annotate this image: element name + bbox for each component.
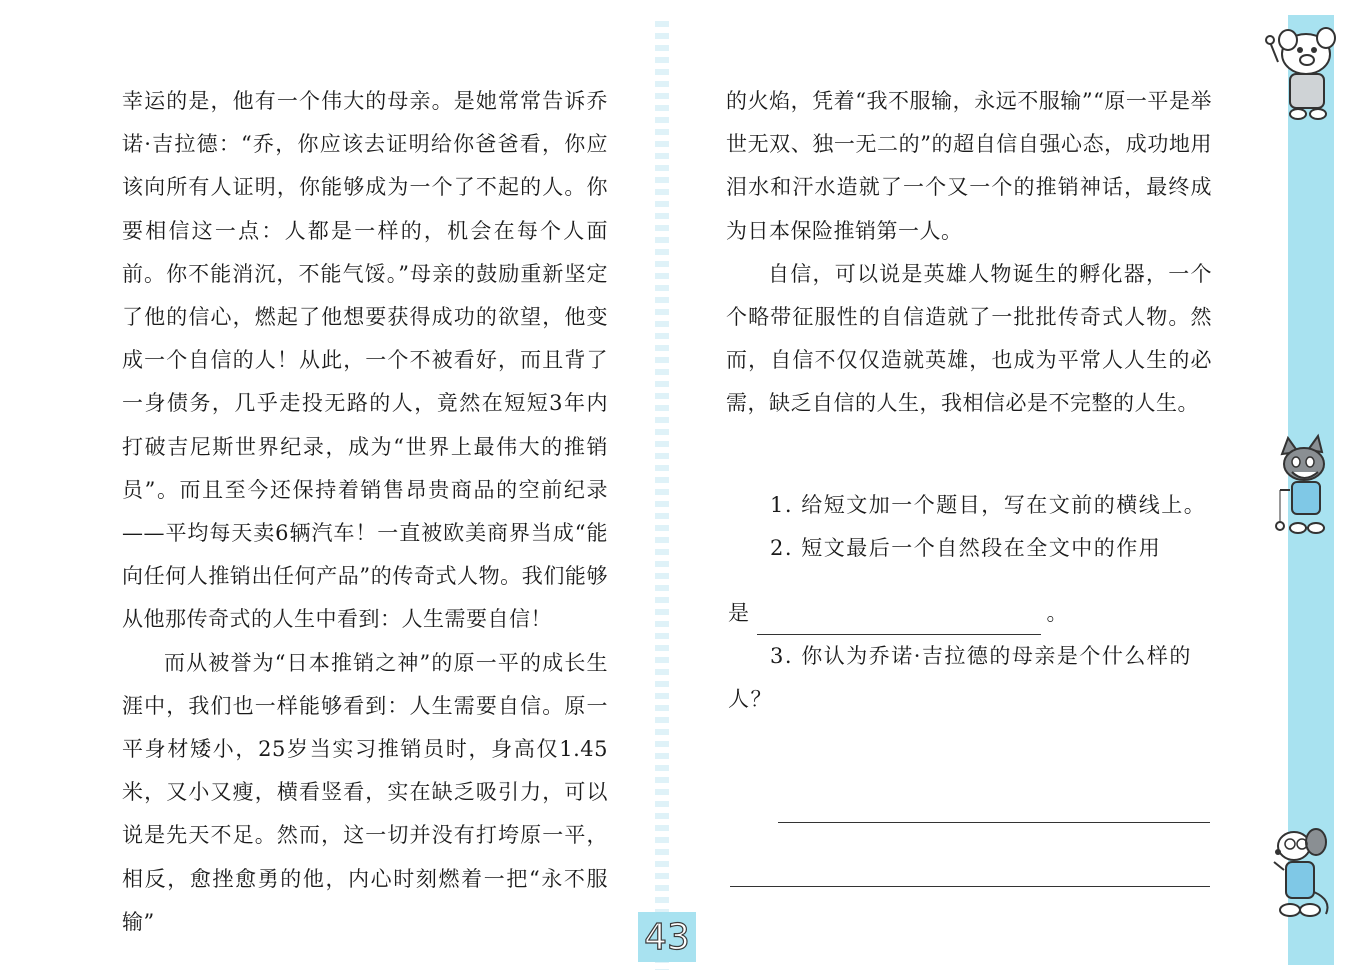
question-3-answer-line-1[interactable] xyxy=(778,822,1210,823)
pig-mascot-icon xyxy=(1258,22,1338,122)
right-text-column xyxy=(726,80,1212,426)
question-2-suffix: 。 xyxy=(1046,601,1069,625)
question-3-answer-line-2[interactable] xyxy=(730,886,1210,887)
right-paragraph-1: 的火焰，凭着“我不服输，永远不服输”“原一平是举世无双、独一无二的”的超自信自强心态，成功地用泪水和汗水造就了一个又一个的推销神话，最终成为日本保险推销第一人。 xyxy=(726,89,1212,243)
wolf-mascot-icon xyxy=(1268,430,1340,540)
left-page xyxy=(0,0,660,977)
question-2: 2. 短文最后一个自然段在全文中的作用 xyxy=(770,536,1162,560)
right-page xyxy=(670,0,1350,977)
question-2-answer-row xyxy=(728,592,1212,635)
page-number: 43 xyxy=(638,912,696,962)
dog-mascot-icon xyxy=(1258,822,1338,922)
question-1: 1. 给短文加一个题目，写在文前的横线上。 xyxy=(770,493,1207,517)
question-3: 3. 你认为乔诺·吉拉德的母亲是个什么样的人？ xyxy=(728,644,1192,711)
left-paragraph-2: 而从被誉为“日本推销之神”的原一平的成长生涯中，我们也一样能够看到：人生需要自信。原一平身材矮小，25岁当实习推销员时，身高仅1.45米，又小又瘦，横看竖看，实在缺乏吸引力，可以说是先天不足。然而，这一切并没有打垮原一平，相反，愈挫愈勇的他，内心时刻燃着一把“永不服输” xyxy=(122,650,608,934)
left-text-column xyxy=(122,80,608,944)
question-2-blank[interactable] xyxy=(757,608,1041,635)
left-paragraph-1: 幸运的是，他有一个伟大的母亲。是她常常告诉乔诺·吉拉德：“乔，你应该去证明给你爸爸看，你应该向所有人证明，你能够成为一个了不起的人。你要相信这一点：人都是一样的，机会在每个人面前。你不能消沉，不能气馁。”母亲的鼓励重新坚定了他的信心，燃起了他想要获得成功的欲望，他变成一个自信的人！从此，一个不被看好，而且背了一身债务，几乎走投无路的人，竟然在短短3年内打破吉尼斯世界纪录，成为“世界上最伟大的推销员”。而且至今还保持着销售昂贵商品的空前纪录——平均每天卖6辆汽车！一直被欧美商界当成“能向任何人推销出任何产品”的传奇式人物。我们能够从他那传奇式的人生中看到：人生需要自信！ xyxy=(122,89,608,632)
question-2-prefix: 是 xyxy=(728,601,751,625)
right-paragraph-2: 自信，可以说是英雄人物诞生的孵化器，一个个略带征服性的自信造就了一批批传奇式人物。然而，自信不仅仅造就英雄，也成为平常人人生的必需，缺乏自信的人生，我相信必是不完整的人生。 xyxy=(726,261,1212,416)
exercise-questions xyxy=(728,484,1212,721)
